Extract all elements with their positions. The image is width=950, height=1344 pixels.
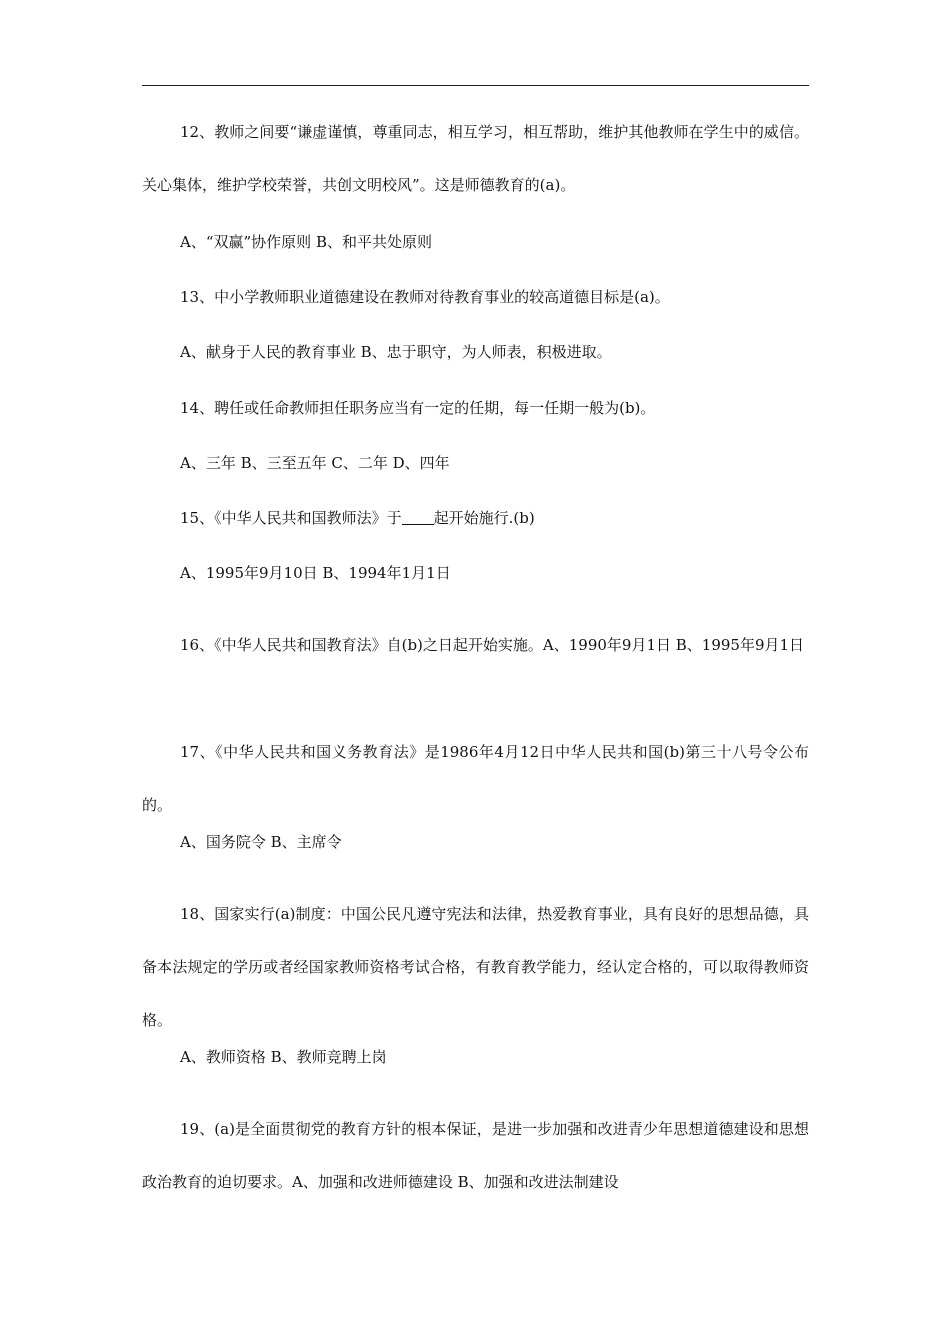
question-16: 16、《中华人民共和国教育法》自(b)之日起开始实施。A、1990年9月1日 B、1995年9月1日 [180, 636, 805, 654]
question-17-options: A、国务院令 B、主席令 [180, 833, 342, 851]
question-13: 13、中小学教师职业道德建设在教师对待教育事业的较高道德目标是(a)。 [180, 288, 670, 306]
question-18: 18、国家实行(a)制度：中国公民凡遵守宪法和法律，热爱教育事业，具有良好的思想品德，具备本法规定的学历或者经国家教师资格考试合格，有教育教学能力，经认定合格的，可以取得教师资格。 [142, 905, 809, 1029]
question-14: 14、聘任或任命教师担任职务应当有一定的任期，每一任期一般为(b)。 [180, 399, 656, 417]
question-18-options: A、教师资格 B、教师竞聘上岗 [180, 1048, 387, 1066]
question-15 [142, 509, 809, 527]
question-19: 19、(a)是全面贯彻党的教育方针的根本保证，是进一步加强和改进青少年思想道德建设和思想政治教育的迫切要求。A、加强和改进师德建设 B、加强和改进法制建设 [142, 1120, 809, 1191]
question-15-text-before: 15、《中华人民共和国教师法》于 [180, 509, 402, 527]
question-13-options: A、献身于人民的教育事业 B、忠于职守，为人师表，积极进取。 [180, 343, 612, 361]
header-rule [142, 85, 809, 86]
question-12-options: A、“双赢”协作原则 B、和平共处原则 [180, 233, 432, 251]
question-12: 12、教师之间要“谦虚谨慎，尊重同志，相互学习，相互帮助，维护其他教师在学生中的威信。关心集体，维护学校荣誉，共创文明校风”。这是师德教育的(a)。 [142, 123, 809, 194]
question-15-options: A、1995年9月10日 B、1994年1月1日 [180, 564, 451, 582]
question-14-options: A、三年 B、三至五年 C、二年 D、四年 [180, 454, 450, 472]
fill-in-blank [402, 510, 434, 525]
question-15-text-after: 起开始施行.(b) [433, 509, 535, 527]
question-17: 17、《中华人民共和国义务教育法》是1986年4月12日中华人民共和国(b)第三十八号令公布的。 [142, 743, 809, 814]
